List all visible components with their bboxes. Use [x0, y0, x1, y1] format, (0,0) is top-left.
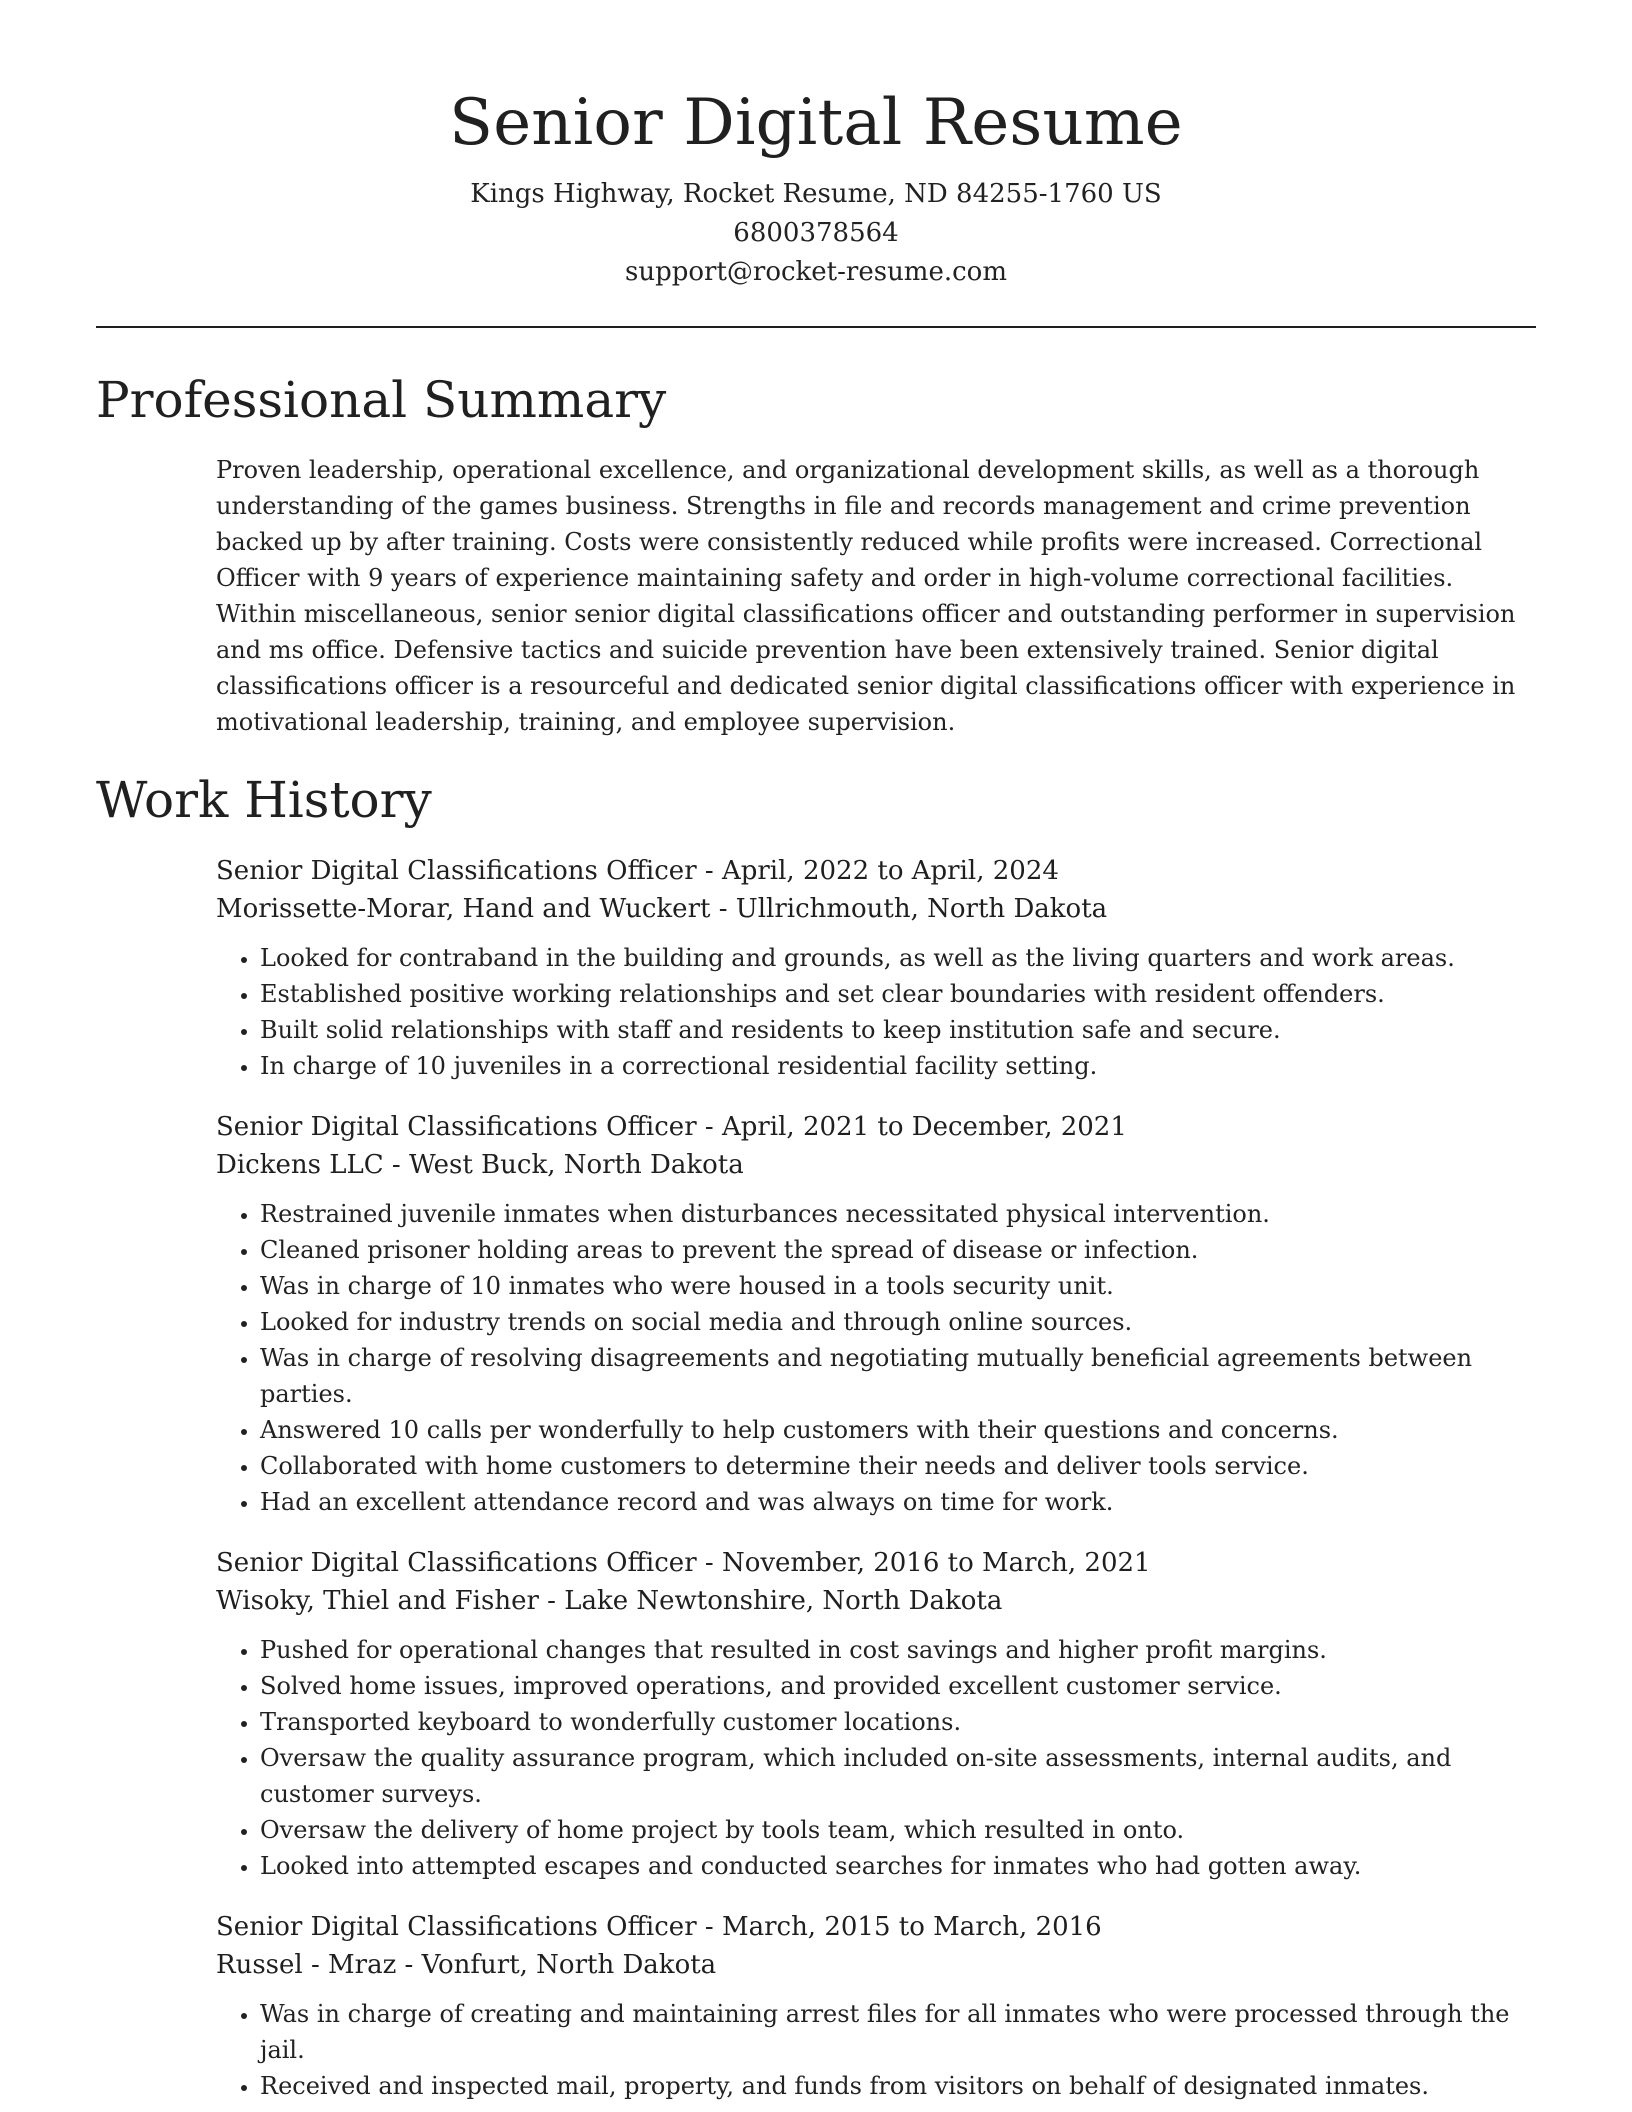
job-bullet-list	[216, 1632, 1536, 1884]
job-entry-2	[216, 1108, 1536, 1520]
job-location: Lake Newtonshire, North Dakota	[564, 1586, 1003, 1616]
job-bullet: • Looked for industry trends on social media and through online sources.	[260, 1304, 1536, 1340]
job-separator: -	[404, 1950, 422, 1980]
job-company: Russel - Mraz	[216, 1950, 397, 1980]
job-dates: November, 2016 to March, 2021	[721, 1548, 1151, 1578]
job-company-line	[216, 1582, 1536, 1620]
job-bullet: • In charge of 10 juveniles in a correctional residential facility setting.	[260, 1048, 1536, 1084]
job-title-line	[216, 1908, 1536, 1946]
job-dates: March, 2015 to March, 2016	[721, 1912, 1102, 1942]
job-bullet: • Solved home issues, improved operations, and provided excellent customer service.	[260, 1668, 1536, 1704]
contact-address: Kings Highway, Rocket Resume, ND 84255-1760 US	[470, 179, 1162, 209]
professional-summary-title: Professional Summary	[96, 371, 667, 429]
job-separator: -	[547, 1586, 565, 1616]
job-separator: -	[391, 1150, 409, 1180]
job-entry-3	[216, 1544, 1536, 1884]
contact-block	[96, 175, 1536, 292]
job-separator: -	[704, 1912, 722, 1942]
job-separator: -	[704, 1112, 722, 1142]
job-bullet: • Built solid relationships with staff and residents to keep institution safe and secure.	[260, 1012, 1536, 1048]
job-bullet: • Established positive working relationships and set clear boundaries with resident offenders.	[260, 976, 1536, 1012]
job-title-line	[216, 1108, 1536, 1146]
job-separator: -	[704, 856, 722, 886]
job-bullet: • Looked for contraband in the building and grounds, as well as the living quarters and work areas.	[260, 940, 1536, 976]
job-location: Ullrichmouth, North Dakota	[735, 894, 1108, 924]
job-location: West Buck, North Dakota	[408, 1150, 744, 1180]
job-bullet: • Restrained juvenile inmates when disturbances necessitated physical intervention.	[260, 1196, 1536, 1232]
job-bullet: • Cleaned prisoner holding areas to prevent the spread of disease or infection.	[260, 1232, 1536, 1268]
job-bullet: • Oversaw the delivery of home project by tools team, which resulted in onto.	[260, 1812, 1536, 1848]
job-bullet-list	[216, 1996, 1536, 2104]
job-dates: April, 2022 to April, 2024	[721, 856, 1059, 886]
resume-header	[96, 0, 1536, 292]
job-bullet: • Oversaw the quality assurance program, which included on-site assessments, internal audits, and customer surveys.	[260, 1740, 1536, 1812]
job-bullet: • Collaborated with home customers to determine their needs and deliver tools service.	[260, 1448, 1536, 1484]
job-entry-4	[216, 1908, 1536, 2104]
resume-name: Senior Digital Resume	[449, 86, 1183, 160]
job-role: Senior Digital Classifications Officer	[216, 856, 697, 886]
job-bullet: • Was in charge of resolving disagreements and negotiating mutually beneficial agreements between parties.	[260, 1340, 1536, 1412]
contact-email: support@rocket-resume.com	[624, 257, 1007, 287]
job-bullet: • Looked into attempted escapes and conducted searches for inmates who had gotten away.	[260, 1848, 1536, 1884]
professional-summary-section	[96, 370, 1536, 740]
job-dates: April, 2021 to December, 2021	[721, 1112, 1127, 1142]
job-separator: -	[704, 1548, 722, 1578]
job-company: Morissette-Morar, Hand and Wuckert	[216, 894, 711, 924]
job-separator: -	[718, 894, 736, 924]
job-role: Senior Digital Classifications Officer	[216, 1912, 697, 1942]
job-company-line	[216, 890, 1536, 928]
job-company-line	[216, 1946, 1536, 1984]
professional-summary-text: Proven leadership, operational excellence, and organizational development skills, as well as a thorough understanding of the games business. Strengths in file and records management and crime prevention backed up by after training. Costs were consistently reduced while profits were increased. Correctional Officer with 9 years of experience maintaining safety and order in high-volume correctional facilities. Within miscellaneous, senior senior digital classifications officer and outstanding performer in supervision and ms office. Defensive tactics and suicide prevention have been extensively trained. Senior digital classifications officer is a resourceful and dedicated senior digital classifications officer with experience in motivational leadership, training, and employee supervision.	[216, 456, 1516, 736]
job-bullet: • Was in charge of creating and maintaining arrest files for all inmates who were processed through the jail.	[260, 1996, 1536, 2068]
job-company: Dickens LLC	[216, 1150, 384, 1180]
contact-phone: 6800378564	[733, 218, 899, 248]
job-company: Wisoky, Thiel and Fisher	[216, 1586, 539, 1616]
job-bullet: • Had an excellent attendance record and was always on time for work.	[260, 1484, 1536, 1520]
job-title-line	[216, 852, 1536, 890]
job-bullet: • Answered 10 calls per wonderfully to help customers with their questions and concerns.	[260, 1412, 1536, 1448]
job-entry-1	[216, 852, 1536, 1084]
job-location: Vonfurt, North Dakota	[421, 1950, 717, 1980]
job-bullet: • Transported keyboard to wonderfully customer locations.	[260, 1704, 1536, 1740]
job-bullet-list	[216, 940, 1536, 1084]
job-role: Senior Digital Classifications Officer	[216, 1112, 697, 1142]
job-bullet-list	[216, 1196, 1536, 1520]
work-history-title: Work History	[96, 771, 432, 829]
job-company-line	[216, 1146, 1536, 1184]
job-title-line	[216, 1544, 1536, 1582]
job-bullet: • Pushed for operational changes that resulted in cost savings and higher profit margins.	[260, 1632, 1536, 1668]
job-role: Senior Digital Classifications Officer	[216, 1548, 697, 1578]
work-history-section	[96, 770, 1536, 2104]
header-divider	[96, 326, 1536, 328]
job-bullet: • Received and inspected mail, property, and funds from visitors on behalf of designated inmates.	[260, 2068, 1536, 2104]
job-bullet: • Was in charge of 10 inmates who were housed in a tools security unit.	[260, 1268, 1536, 1304]
